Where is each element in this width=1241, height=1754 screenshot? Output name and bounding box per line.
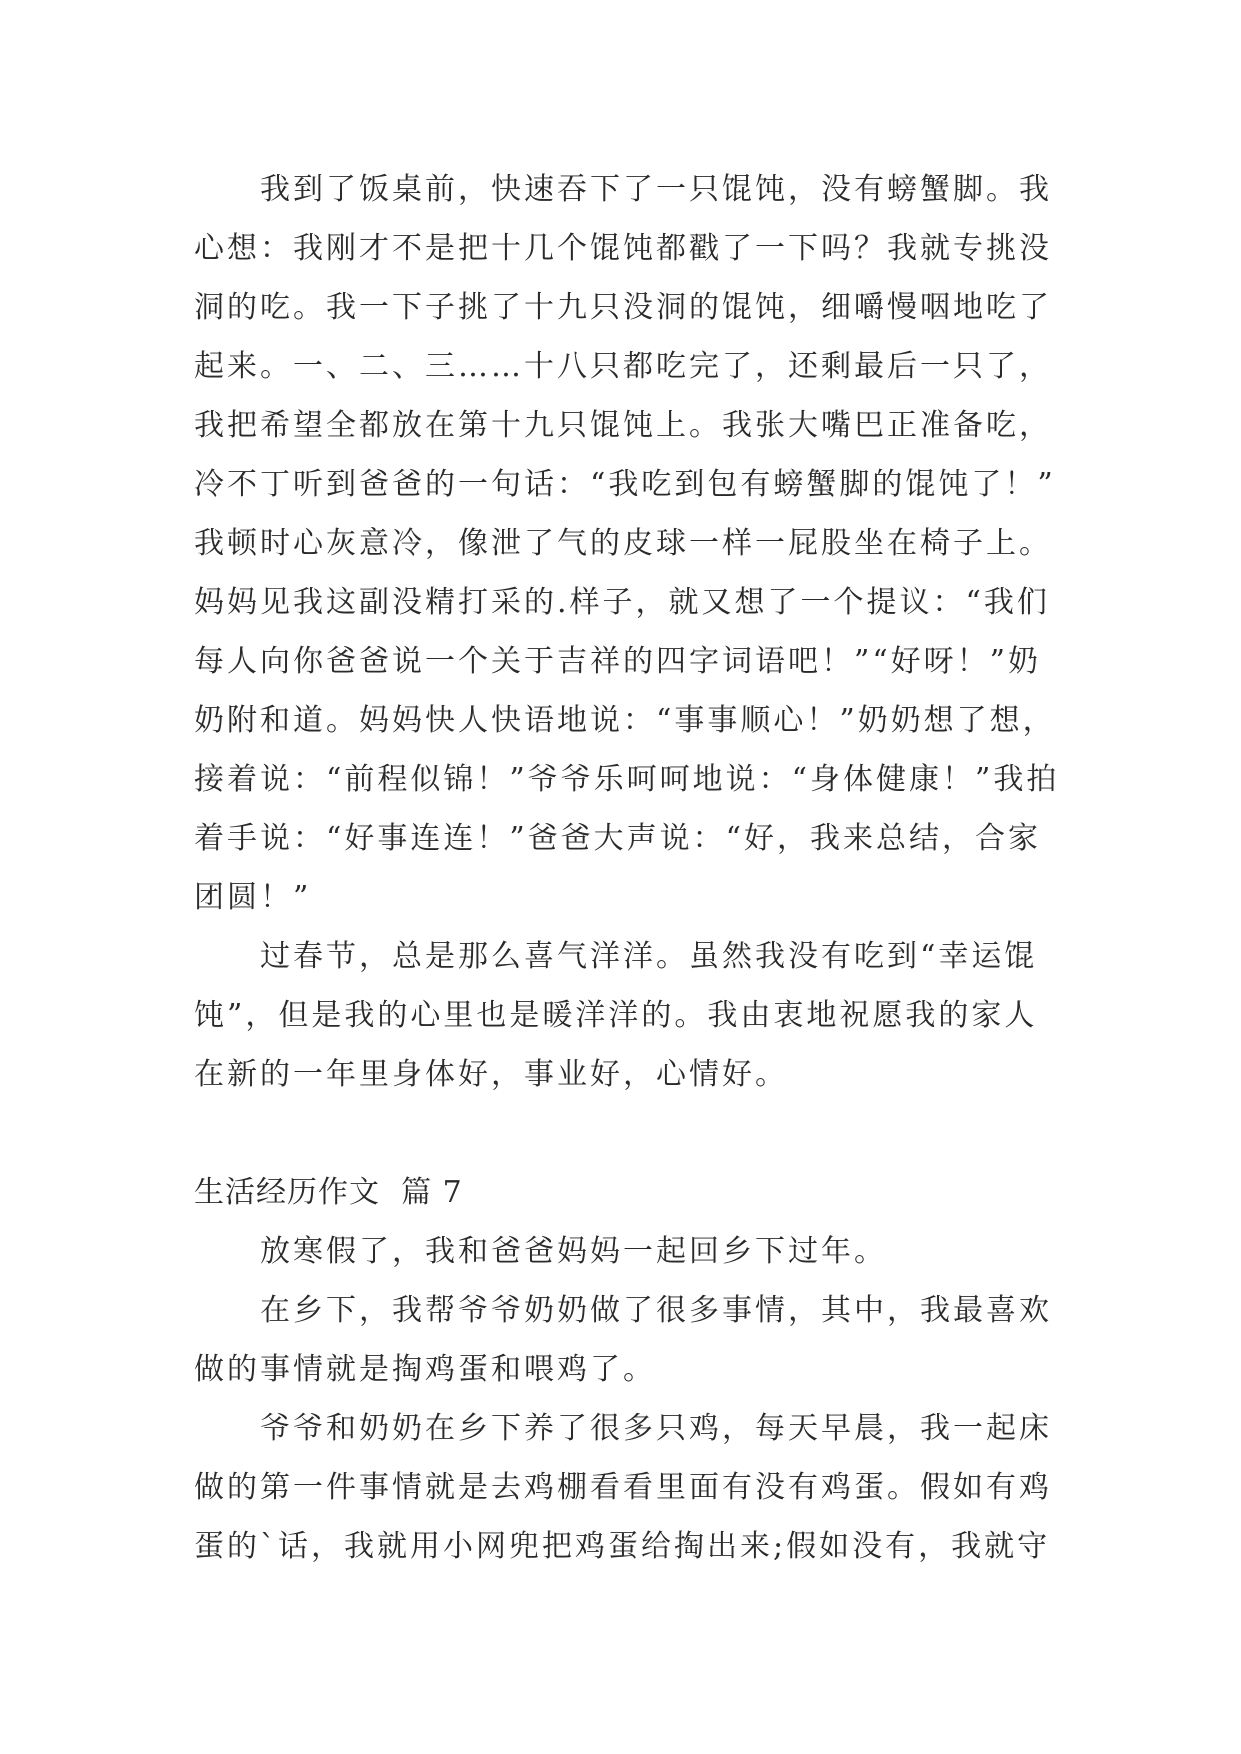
text-line: 每人向你爸爸说一个关于吉祥的四字词语吧！”“好呀！”奶: [194, 644, 1042, 679]
text-line: 蛋的`话，我就用小网兜把鸡蛋给掏出来;假如没有，我就守: [194, 1529, 1051, 1564]
text-line: 过春节，总是那么喜气洋洋。虽然我没有吃到“幸运馄: [260, 939, 1038, 974]
text-line: 我把希望全都放在第十九只馄饨上。我张大嘴巴正准备吃，: [194, 408, 1052, 443]
text-line: 饨”，但是我的心里也是暖洋洋的。我由衷地祝愿我的家人: [194, 998, 1038, 1033]
text-line: 做的第一件事情就是去鸡棚看看里面有没有鸡蛋。假如有鸡: [194, 1470, 1052, 1505]
text-line: 着手说：“好事连连！”爸爸大声说：“好，我来总结，合家: [194, 821, 1042, 856]
text-line: 冷不丁听到爸爸的一句话：“我吃到包有螃蟹脚的馄饨了！”: [194, 467, 1056, 502]
text-line: 奶附和道。妈妈快人快语地说：“事事顺心！”奶奶想了想，: [194, 703, 1056, 738]
text-line: 放寒假了，我和爸爸妈妈一起回乡下过年。: [260, 1234, 887, 1269]
text-line: 妈妈见我这副没精打采的.样子，就又想了一个提议：“我们: [194, 585, 1050, 620]
text-line: 接着说：“前程似锦！”爷爷乐呵呵地说：“身体健康！”我拍: [194, 762, 1060, 797]
text-line: 我顿时心灰意冷，像泄了气的皮球一样一屁股坐在椅子上。: [194, 526, 1052, 561]
text-line: 爷爷和奶奶在乡下养了很多只鸡，每天早晨，我一起床: [260, 1411, 1052, 1446]
text-line: 在新的一年里身体好，事业好，心情好。: [194, 1057, 788, 1092]
text-line: 在乡下，我帮爷爷奶奶做了很多事情，其中，我最喜欢: [260, 1293, 1052, 1328]
paragraph: [194, 160, 1091, 927]
text-line: 起来。一、二、三……十八只都吃完了，还剩最后一只了，: [194, 349, 1052, 384]
text-line: 团圆！”: [194, 880, 312, 915]
text-line: 洞的吃。我一下子挑了十九只没洞的馄饨，细嚼慢咽地吃了: [194, 290, 1052, 325]
text-line: 做的事情就是掏鸡蛋和喂鸡了。: [194, 1352, 656, 1387]
text-line: 心想：我刚才不是把十几个馄饨都戳了一下吗？我就专挑没: [194, 231, 1052, 266]
paragraph: [194, 1222, 1091, 1281]
paragraph: [194, 1399, 1091, 1576]
section-heading: 生活经历作文 篇 7: [194, 1175, 463, 1210]
text-line: 我到了饭桌前，快速吞下了一只馄饨，没有螃蟹脚。我: [260, 172, 1052, 207]
paragraph: [194, 1281, 1091, 1399]
paragraph: [194, 927, 1091, 1104]
